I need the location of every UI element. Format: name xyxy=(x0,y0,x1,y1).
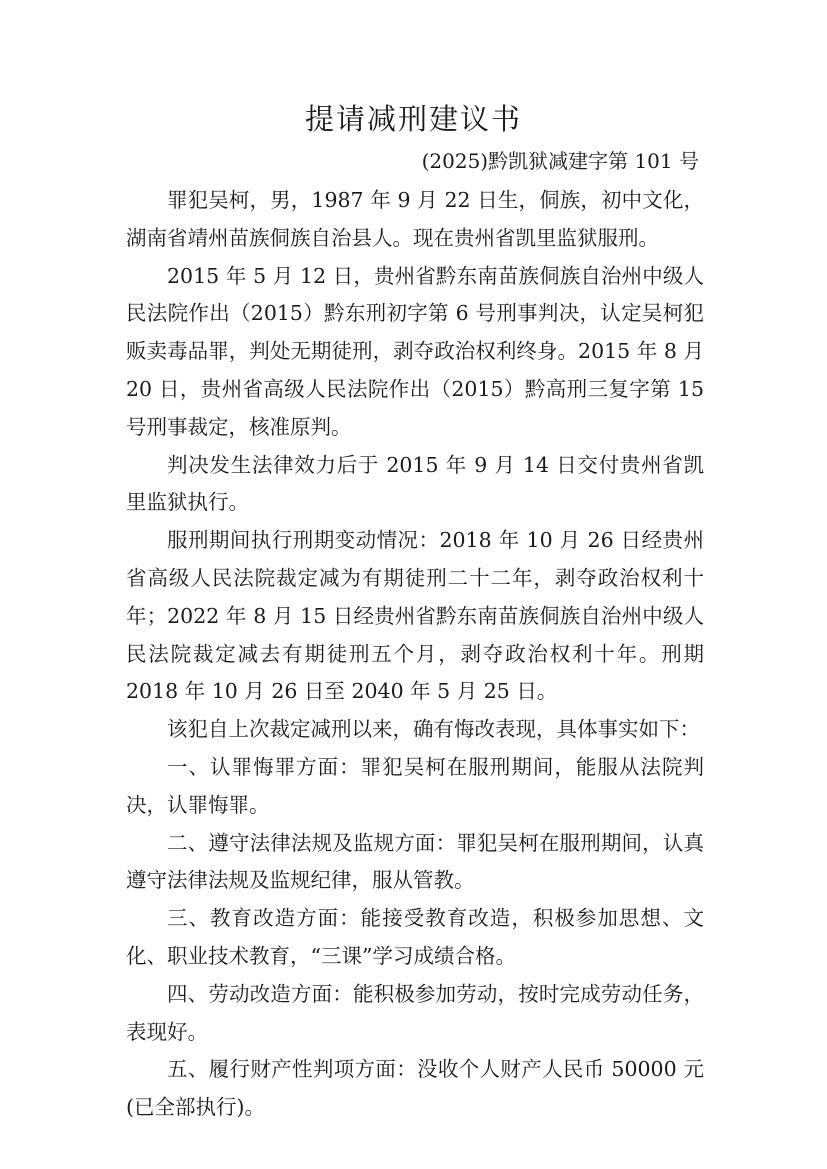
paragraph-item-education: 三、教育改造方面：能接受教育改造，积极参加思想、文化、职业技术教育，“三课”学习成绩合格。 xyxy=(126,906,704,968)
paragraph-execution: 判决发生法律效力后于 2015 年 9 月 14 日交付贵州省凯里监狱执行。 xyxy=(126,452,704,515)
paragraph-item-property: 五、履行财产性判项方面：没收个人财产人民币 50000 元(已全部执行)。 xyxy=(126,1057,704,1120)
document-body xyxy=(126,182,704,1127)
paragraph-repentance-intro: 该犯自上次裁定减刑以来，确有悔改表现，具体事实如下： xyxy=(167,717,700,742)
paragraph-item-labor: 四、劳动改造方面：能积极参加劳动，按时完成劳动任务，表现好。 xyxy=(126,981,704,1044)
paragraph-original-judgment: 2015 年 5 月 12 日，贵州省黔东南苗族侗族自治州中级人民法院作出（2015）黔东刑初字第 6 号刑事判决，认定吴柯犯贩卖毒品罪，判处无期徒刑，剥夺政治权利终身。2015 年 8 月 20 日，贵州省高级人民法院作出（2015）黔高刑三复字第 15 号刑事裁定，核准原判。 xyxy=(126,263,704,439)
paragraph-criminal-info: 罪犯吴柯，男，1987 年 9 月 22 日生，侗族，初中文化，湖南省靖州苗族侗族自治县人。现在贵州省凯里监狱服刑。 xyxy=(126,188,704,250)
document-number: (2025)黔凯狱减建字第 101 号 xyxy=(421,149,699,173)
paragraph-item-confession: 一、认罪悔罪方面：罪犯吴柯在服刑期间，能服从法院判决，认罪悔罪。 xyxy=(126,754,704,817)
paragraph-sentence-changes: 服刑期间执行刑期变动情况：2018 年 10 月 26 日经贵州省高级人民法院裁定减为有期徒刑二十二年，剥夺政治权利十年；2022 年 8 月 15 日经贵州省黔东南苗族侗族自治州中级人民法院裁定减去有期徒刑五个月，剥夺政治权利十年。刑期 2018 年 10 月 26 日至 2040 年 5 月 25 日。 xyxy=(126,528,704,704)
paragraph-item-compliance: 二、遵守法律法规及监规方面：罪犯吴柯在服刑期间，认真遵守法律法规及监规纪律，服从管教。 xyxy=(126,830,704,893)
document-title: 提请减刑建议书 xyxy=(304,102,522,136)
